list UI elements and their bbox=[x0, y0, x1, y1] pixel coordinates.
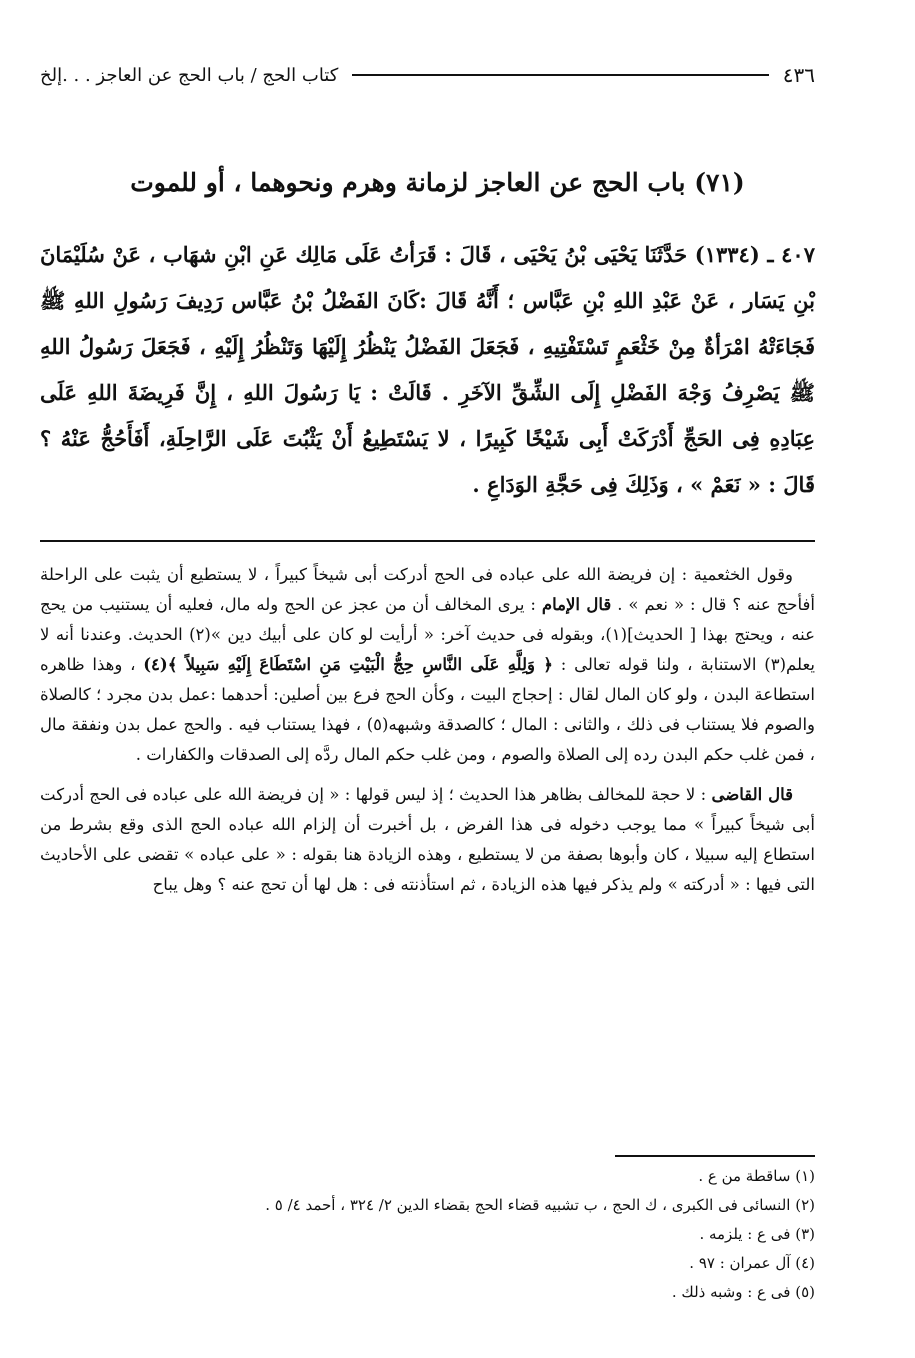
page-number: ٤٣٦ bbox=[782, 63, 815, 87]
commentary-paragraph bbox=[40, 780, 815, 900]
imam-label: قال الإمام bbox=[541, 595, 612, 614]
commentary-text: : لا حجة للمخالف بظاهر هذا الحديث ؛ إذ ليس قولها : « إن فريضة الله على عباده فى الحج أدركت أبى شيخاً كبيراً » مما يوجب دخوله فى هذا الفرض ، بل أخبرت أن إلزام الله عباده الحج الذى وقع بشرط من استطاع إليه سبيلا ، كان وأبوها بصفة من لا يستطيع ، وهذه الزيادة هنا بقوله : « على عباده » تقضى على الأحاديث التى فيها : « أدركته » ولم يذكر فيها هذه الزيادة ، ثم استأذنته فى : هل لها أن تحج عنه ؟ وهل يباح bbox=[40, 785, 815, 894]
commentary bbox=[40, 560, 815, 900]
footnote: (٣) فى ع : يلزمه . bbox=[699, 1225, 815, 1243]
commentary-text: وقول الخثعمية : إن فريضة الله على عباده فى الحج أدركت أبى شيخاً كبيراً ، لا يستطيع أن يثبت على الراحلة أفأحج عنه ؟ قال : « نعم » . bbox=[40, 565, 815, 614]
commentary-paragraph bbox=[40, 560, 815, 770]
hadith-text: ٤٠٧ ـ (١٣٣٤) حَدَّثَنَا يَحْيَى بْنُ يَحْيَى ، قَالَ : قَرَأتُ عَلَى مَالِك عَنِ ابْنِ شهَاب ، عَنْ سُلَيْمَانَ بْنِ يَسَار ، عَنْ عَبْدِ اللهِ بْنِ عَبَّاس ؛ أَنَّهُ قَالَ :كَانَ الفَضْلُ بْنُ عَبَّاس رَدِيفَ رَسُولِ اللهِ ﷺ فَجَاءَتْهُ امْرَأةٌ مِنْ خَثْعَمٍ تَسْتَفْتِيهِ ، فَجَعَلَ الفَضْلُ يَنْظُرُ إِلَيْهَا وَتَنْظُرُ إِلَيْهِ ، فَجَعَلَ رَسُولُ اللهِ ﷺ يَصْرِفُ وَجْهَ الفَضْلِ إِلَى الشِّقِّ الآخَرِ . قَالَتْ : يَا رَسُولَ اللهِ ، إِنَّ فَرِيضَةَ اللهِ عَلَى عِبَادِهِ فِى الحَجِّ أَدْرَكَتْ أَبِى شَيْخًا كَبِيرًا ، لا يَسْتَطِيعُ أَنْ يَثْبُتَ عَلَى الرَّاحِلَةِ، أَفَأَحُجُّ عَنْهُ ؟ قَالَ : « نَعَمْ » ، وَذَلِكَ فِى حَجَّةِ الوَدَاعِ . bbox=[40, 242, 815, 497]
chapter-title: (٧١) باب الحج عن العاجز لزمانة وهرم ونحوهما ، أو للموت bbox=[130, 168, 745, 197]
header-rule bbox=[352, 74, 768, 76]
footnote: (٤) آل عمران : ٩٧ . bbox=[689, 1254, 815, 1272]
section-separator bbox=[40, 540, 815, 542]
footnote: (١) ساقطة من ع . bbox=[698, 1167, 815, 1185]
running-header bbox=[40, 60, 815, 90]
quran-verse: ﴿ وَلِلَّهِ عَلَى النَّاسِ حِجُّ الْبَيْتِ مَنِ اسْتَطَاعَ إِلَيْهِ سَبِيلاً ﴾(٤) bbox=[143, 655, 553, 674]
footnotes bbox=[40, 1162, 815, 1307]
commentary-text: : يرى المخالف أن من عجز عن الحج وله مال، فعليه أن يستنيب من يحج عنه ، ويحتج بهذا [ الحديث](١)، وبقوله فى حديث آخر: « أرأيت لو كان على أبيك دين »(٢) الحديث. وعندنا أنه لا يعلم(٣) الاستنابة ، ولنا قوله تعالى : bbox=[40, 595, 816, 674]
footnote: (٥) فى ع : وشبه ذلك . bbox=[671, 1283, 815, 1301]
footnote: (٢) النسائى فى الكبرى ، ك الحج ، ب تشبيه قضاء الحج بقضاء الدين ٢/ ٣٢٤ ، أحمد ٤/ ٥ . bbox=[265, 1196, 815, 1214]
qadi-label: قال القاضى bbox=[711, 785, 793, 804]
running-title: كتاب الحج / باب الحج عن العاجز . . .إلخ bbox=[40, 64, 339, 86]
commentary-text: ، وهذا ظاهره استطاعة البدن ، ولو كان المال لقال : إحجاج البيت ، وكأن الحج فرع بين أصلين: أحدهما :عمل بدن مجرد ؛ كالصلاة والصوم فلا يستناب فى ذلك ، والثانى : المال ؛ كالصدقة وشبهه(٥) ، فهذا يستناب فيه . والحج عمل بدن ونفقة مال ، فمن غلب حكم البدن رده إلى الصلاة والصوم ، ومن غلب حكم المال ردَّه إلى الصدقات والكفارات . bbox=[40, 655, 815, 764]
footnote-rule bbox=[615, 1155, 815, 1157]
